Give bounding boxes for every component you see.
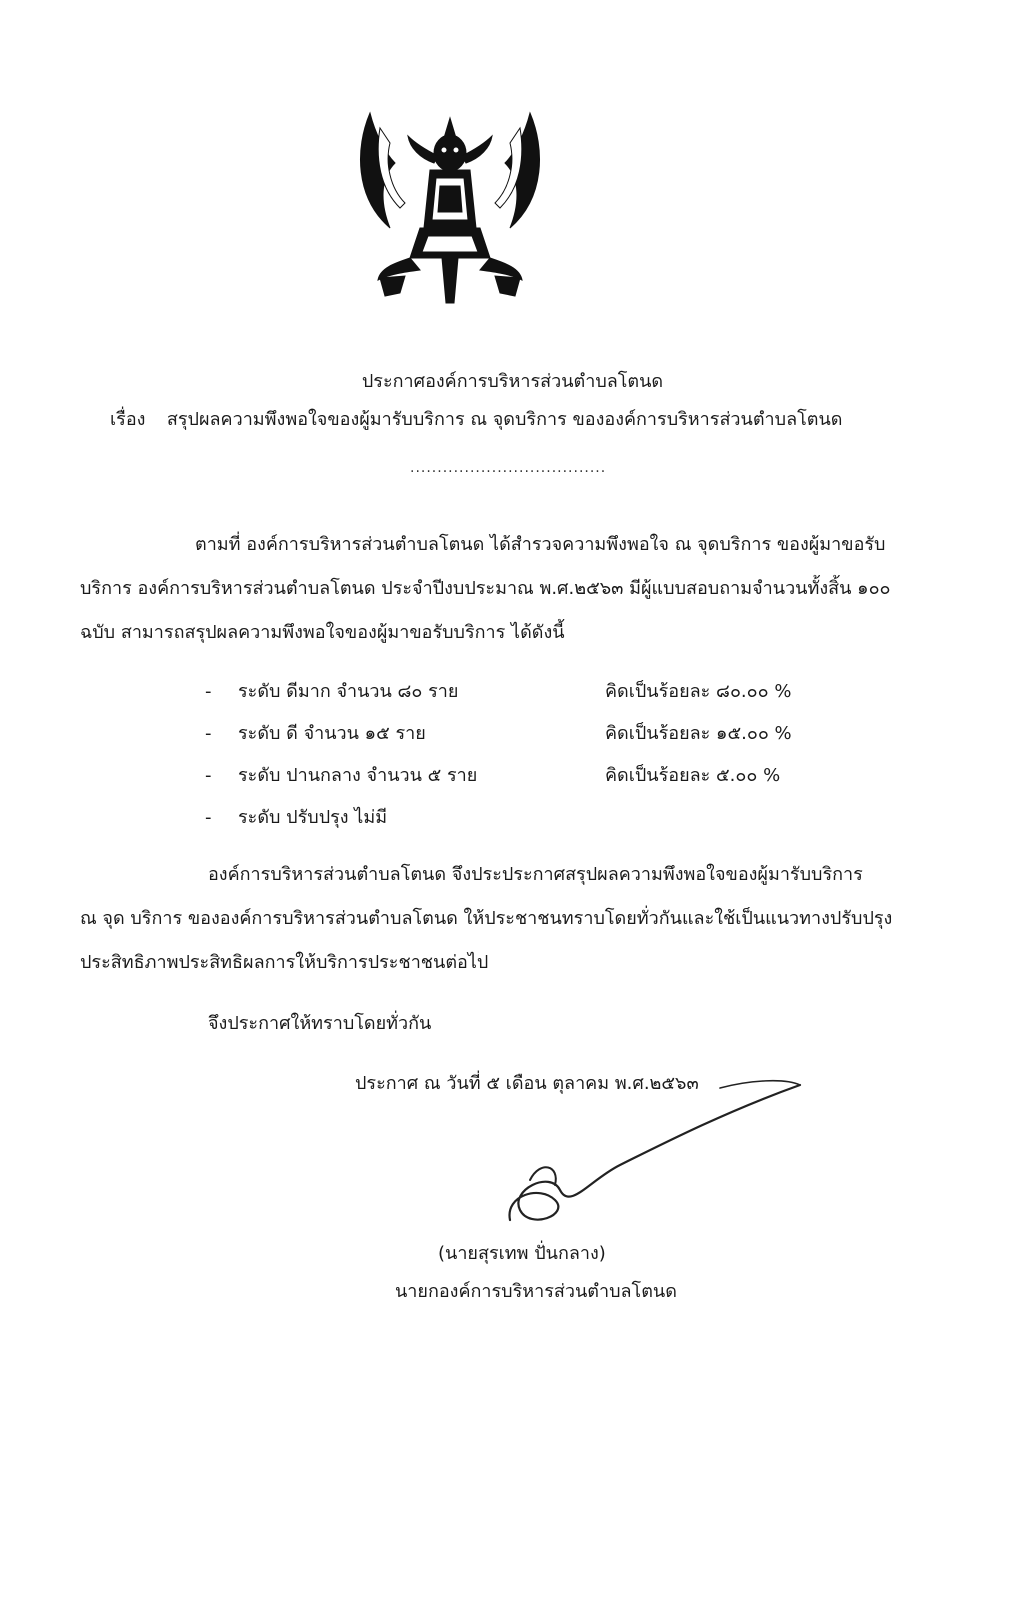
result-percent: คิดเป็นร้อยละ ๑๕.๐๐ %: [605, 723, 792, 744]
signatory-position: นายกองค์การบริหารส่วนตำบลโตนด: [395, 1281, 677, 1302]
result-dash: -: [205, 807, 212, 828]
result-percent: คิดเป็นร้อยละ ๘๐.๐๐ %: [605, 681, 792, 702]
closing-line: จึงประกาศให้ทราบโดยทั่วกัน: [208, 1013, 432, 1034]
date-line: ประกาศ ณ วันที่ ๕ เดือน ตุลาคม พ.ศ.๒๕๖๓: [355, 1073, 699, 1094]
paragraph1-line1: ตามที่ องค์การบริหารส่วนตำบลโตนด ได้สำรวจความพึงพอใจ ณ จุดบริการ ของผู้มาขอรับ: [195, 534, 886, 555]
separator-dots: ....................................: [410, 460, 607, 476]
result-level: ระดับ ดีมาก จำนวน ๘๐ ราย: [238, 681, 459, 702]
paragraph2-line1: องค์การบริหารส่วนตำบลโตนด จึงประประกาศสรุปผลความพึงพอใจของผู้มารับบริการ: [208, 864, 863, 885]
result-dash: -: [205, 681, 212, 702]
signatory-name: (นายสุรเทพ ปั่นกลาง): [438, 1243, 606, 1264]
subject-label: เรื่อง: [110, 409, 146, 430]
paragraph2-line2: ณ จุด บริการ ขององค์การบริหารส่วนตำบลโตนด ให้ประชาชนทราบโดยทั่วกันและใช้เป็นแนวทางปรับปรุง: [80, 908, 893, 929]
result-level: ระดับ ปรับปรุง ไม่มี: [238, 807, 388, 828]
subject-text: สรุปผลความพึงพอใจของผู้มารับบริการ ณ จุดบริการ ขององค์การบริหารส่วนตำบลโตนด: [166, 409, 843, 430]
result-dash: -: [205, 765, 212, 786]
paragraph2-line3: ประสิทธิภาพประสิทธิผลการให้บริการประชาชนต่อไป: [80, 952, 489, 973]
subject-line: [110, 408, 842, 432]
paragraph1-line3: ฉบับ สามารถสรุปผลความพึงพอใจของผู้มาขอรับบริการ ได้ดังนี้: [80, 622, 565, 643]
result-percent: คิดเป็นร้อยละ ๕.๐๐ %: [605, 765, 781, 786]
garuda-emblem: [350, 108, 550, 308]
announcement-title: ประกาศองค์การบริหารส่วนตำบลโตนด: [361, 371, 664, 392]
result-dash: -: [205, 723, 212, 744]
paragraph1-line2: บริการ องค์การบริหารส่วนตำบลโตนด ประจำปีงบประมาณ พ.ศ.๒๕๖๓ มีผู้แบบสอบถามจำนวนทั้งสิ้น ๑๐๐: [80, 578, 891, 599]
result-level: ระดับ ปานกลาง จำนวน ๕ ราย: [238, 765, 478, 786]
result-level: ระดับ ดี จำนวน ๑๕ ราย: [238, 723, 426, 744]
handwritten-signature: [500, 1070, 820, 1240]
